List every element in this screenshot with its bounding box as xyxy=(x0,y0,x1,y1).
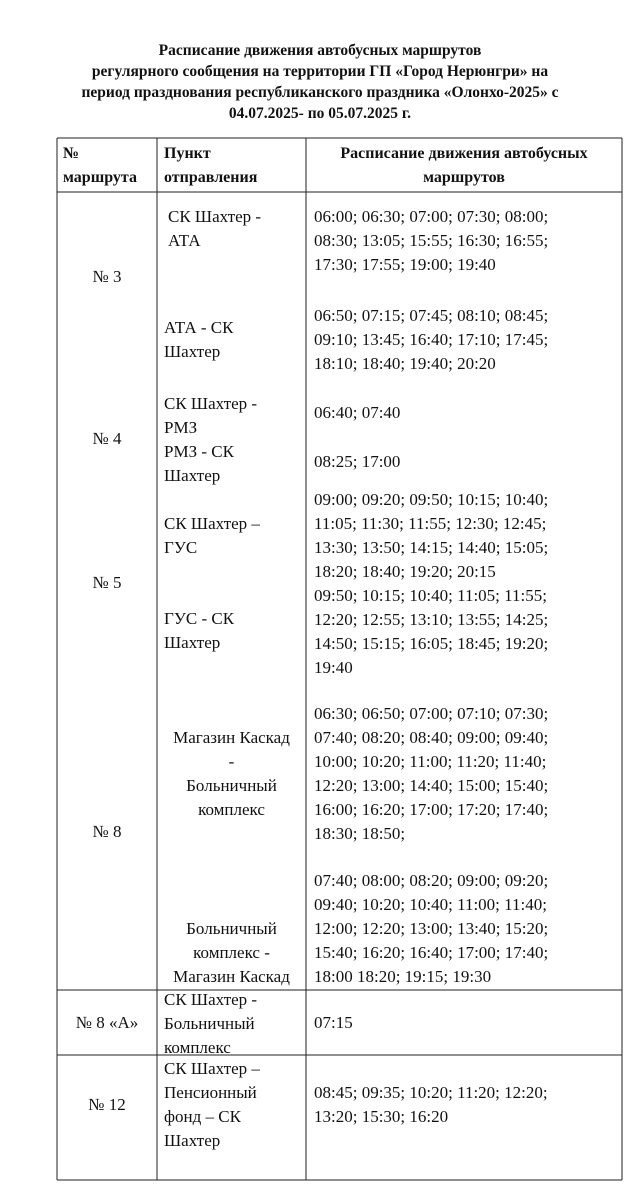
departure-point: РМЗ - СК Шахтер xyxy=(164,442,234,485)
title-line: 04.07.2025- по 05.07.2025 г. xyxy=(228,105,412,122)
header-route: № маршрута xyxy=(63,145,137,186)
schedule-times: 08:25; 17:00 xyxy=(314,452,401,471)
schedule-times: 06:40; 07:40 xyxy=(314,403,401,422)
title-line: регулярного сообщения на территории ГП «Город Нерюнгри» на xyxy=(91,63,549,80)
route-number: № 8 xyxy=(92,822,122,841)
route-number: № 5 xyxy=(92,573,122,592)
header-schedule: Расписание движения автобусных маршрутов xyxy=(340,145,588,186)
schedule-times: 09:00; 09:20; 09:50; 10:15; 10:40; 11:05; 11:30; 11:55; 12:30; 12:45; 13:30; 13:50; 14:15; 14:40; 15:05; 18:20; 18:40; 19:20; 20:15 xyxy=(314,490,549,581)
route-number: № 12 xyxy=(88,1095,126,1114)
schedule-times: 07:15 xyxy=(314,1013,353,1032)
title-line: период празднования республиканского праздника «Олонхо-2025» с xyxy=(81,84,559,101)
route-number: № 8 «А» xyxy=(75,1013,139,1032)
route-number: № 4 xyxy=(92,429,122,448)
schedule-times: 08:45; 09:35; 10:20; 11:20; 12:20; 13:20; 15:30; 16:20 xyxy=(314,1083,548,1126)
departure-point: ГУС - СК Шахтер xyxy=(164,609,235,652)
departure-point: СК Шахтер - Больничный комплекс xyxy=(164,990,258,1057)
header-departure: Пункт отправления xyxy=(164,145,258,186)
schedule-times: 06:00; 06:30; 07:00; 07:30; 08:00; 08:30; 13:05; 15:55; 16:30; 16:55; 17:30; 17:55; 19:00; 19:40 xyxy=(314,207,549,274)
departure-point: СК Шахтер - РМЗ xyxy=(164,394,258,437)
departure-point: Больничный комплекс - Магазин Каскад xyxy=(173,919,290,986)
route-number: № 3 xyxy=(92,267,122,286)
schedule-times: 09:50; 10:15; 10:40; 11:05; 11:55; 12:20; 12:55; 13:10; 13:55; 14:25; 14:50; 15:15; 16:05; 18:45; 19:20; 19:40 xyxy=(314,586,549,677)
departure-point: Магазин Каскад - Больничный комплекс xyxy=(173,728,290,819)
schedule-times: 06:50; 07:15; 07:45; 08:10; 08:45; 09:10; 13:45; 16:40; 17:10; 17:45; 18:10; 18:40; 19:40; 20:20 xyxy=(314,306,549,373)
title-line: Расписание движения автобусных маршрутов xyxy=(158,42,482,59)
departure-point: АТА - СК Шахтер xyxy=(164,318,234,361)
departure-point: СК Шахтер – Пенсионный фонд – СК Шахтер xyxy=(164,1059,260,1150)
departure-point: СК Шахтер – ГУС xyxy=(164,514,260,557)
page-title xyxy=(30,40,610,124)
schedule-times: 06:30; 06:50; 07:00; 07:10; 07:30; 07:40; 08:20; 08:40; 09:00; 09:40; 10:00; 10:20; 11:00; 11:20; 11:40; 12:20; 13:00; 14:40; 15:00; 15:40; 16:00; 16:20; 17:00; 17:20; 17:40; 18:30; 18:50; xyxy=(314,704,549,843)
schedule-times: 07:40; 08:00; 08:20; 09:00; 09:20; 09:40; 10:20; 10:40; 11:00; 11:40; 12:00; 12:20; 13:00; 13:40; 15:20; 15:40; 16:20; 16:40; 17:00; 17:40; 18:00 18:20; 19:15; 19:30 xyxy=(314,871,549,986)
departure-point: СК Шахтер - АТА xyxy=(168,207,262,250)
